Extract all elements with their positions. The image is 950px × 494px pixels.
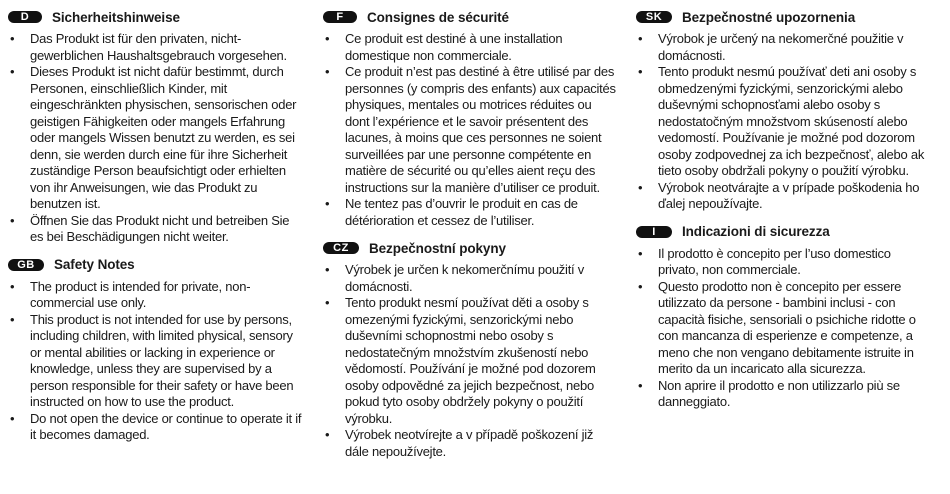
safety-list <box>323 31 619 229</box>
list-item: • Tento produkt nesmí používat děti a osoby s omezenými fyzickými, senzorickými nebo duševními schopnostmi nebo osoby s nedostatečným množstvím zkušeností nebo vědomostí. Používání je možné pod dozorem osoby odpovědné za jejich bezpečnost, nebo pokud tyto osoby obdržely pokyny o použití výrobku. <box>323 295 619 427</box>
section-heading <box>636 6 932 28</box>
column-middle <box>323 6 619 460</box>
list-item: • Ce produit est destiné à une installation domestique non commerciale. <box>323 31 619 64</box>
list-item: • Ce produit n’est pas destiné à être utilisé par des personnes (y compris des enfants) aux capacités physiques, mentales ou motrices réduites ou dont l’expérience et le savoir présentent des lacunes, à moins que ces personnes ne soient surveillées par une personne compétente en matière de sécurité ou qu’elles aient reçu des instructions sur la manière d’utiliser ce produit. <box>323 64 619 196</box>
list-item: • Il prodotto è concepito per l’uso domestico privato, non commerciale. <box>636 246 932 279</box>
section-it <box>636 221 932 411</box>
section-title: Bezpečnostné upozornenia <box>682 9 856 25</box>
section-title: Bezpečnostní pokyny <box>369 240 506 256</box>
list-item: • Tento produkt nesmú používať deti ani osoby s obmedzenými fyzickými, senzorickými alebo duševnými schopnosťami alebo osoby s nedostatočným množstvom skúseností alebo vedomostí. Používanie je možné pod dozorom osoby zodpovednej za ich bezpečnosť, alebo ak tieto osoby obdržali pokyny o použití výrobku. <box>636 64 932 180</box>
list-item: • Das Produkt ist für den privaten, nicht-gewerblichen Haushaltsgebrauch vorgesehen. <box>8 31 304 64</box>
section-heading <box>8 6 304 28</box>
section-cz <box>323 237 619 460</box>
list-item: • This product is not intended for use by persons, including children, with limited physical, sensory or mental abilities or lacking in experience or knowledge, unless they are supervised by a person responsible for their safety or have been instructed on how to use the product. <box>8 312 304 411</box>
language-badge: D <box>8 11 42 23</box>
list-item: • Výrobok neotvárajte a v prípade poškodenia ho ďalej nepoužívajte. <box>636 180 932 213</box>
section-title: Safety Notes <box>54 257 135 272</box>
section-de <box>8 6 304 246</box>
list-item: • Questo prodotto non è concepito per essere utilizzato da persone - bambini inclusi - con capacità fisiche, sensoriali o psichiche ridotte o con mancanza di esperienze e competenze, a meno che non vengano debitamente istruite in merito da un incaricato alla sicurezza. <box>636 279 932 378</box>
safety-list <box>636 31 932 213</box>
section-gb <box>8 254 304 444</box>
list-item: • Non aprire il prodotto e non utilizzarlo più se danneggiato. <box>636 378 932 411</box>
safety-list <box>8 31 304 246</box>
list-item: • Výrobek je určen k nekomerčnímu použití v domácnosti. <box>323 262 619 295</box>
safety-list <box>323 262 619 460</box>
list-item: • Do not open the device or continue to operate it if it becomes damaged. <box>8 411 304 444</box>
column-left <box>8 6 304 444</box>
section-heading <box>323 237 619 259</box>
section-title: Indicazioni di sicurezza <box>682 224 830 239</box>
section-title: Sicherheitshinweise <box>52 9 180 25</box>
language-badge: GB <box>8 259 44 271</box>
safety-list <box>8 279 304 444</box>
section-sk <box>636 6 932 213</box>
language-badge: CZ <box>323 242 359 254</box>
language-badge: F <box>323 11 357 23</box>
section-heading <box>323 6 619 28</box>
section-fr <box>323 6 619 229</box>
section-heading <box>8 254 304 276</box>
section-title: Consignes de sécurité <box>367 9 509 25</box>
list-item: • Öffnen Sie das Produkt nicht und betreiben Sie es bei Beschädigungen nicht weiter. <box>8 213 304 246</box>
list-item: • Výrobek neotvírejte a v případě poškození již dále nepoužívejte. <box>323 427 619 460</box>
language-badge: SK <box>636 11 672 23</box>
section-heading <box>636 221 932 243</box>
language-badge: I <box>636 226 672 238</box>
list-item: • Dieses Produkt ist nicht dafür bestimmt, durch Personen, einschließlich Kinder, mit eingeschränkten physischen, sensorischen oder geistigen Fähigkeiten oder mangels Erfahrung oder mangels Wissen benutzt zu werden, es sei denn, sie werden durch eine für ihre Sicherheit zuständige Person beaufsichtigt oder erhielten von ihr Anweisungen, wie das Produkt zu benutzen ist. <box>8 64 304 213</box>
list-item: • The product is intended for private, non-commercial use only. <box>8 279 304 312</box>
column-right <box>636 6 932 411</box>
list-item: • Výrobok je určený na nekomerčné použitie v domácnosti. <box>636 31 932 64</box>
list-item: • Ne tentez pas d’ouvrir le produit en cas de détérioration et cessez de l’utiliser. <box>323 196 619 229</box>
safety-list <box>636 246 932 411</box>
